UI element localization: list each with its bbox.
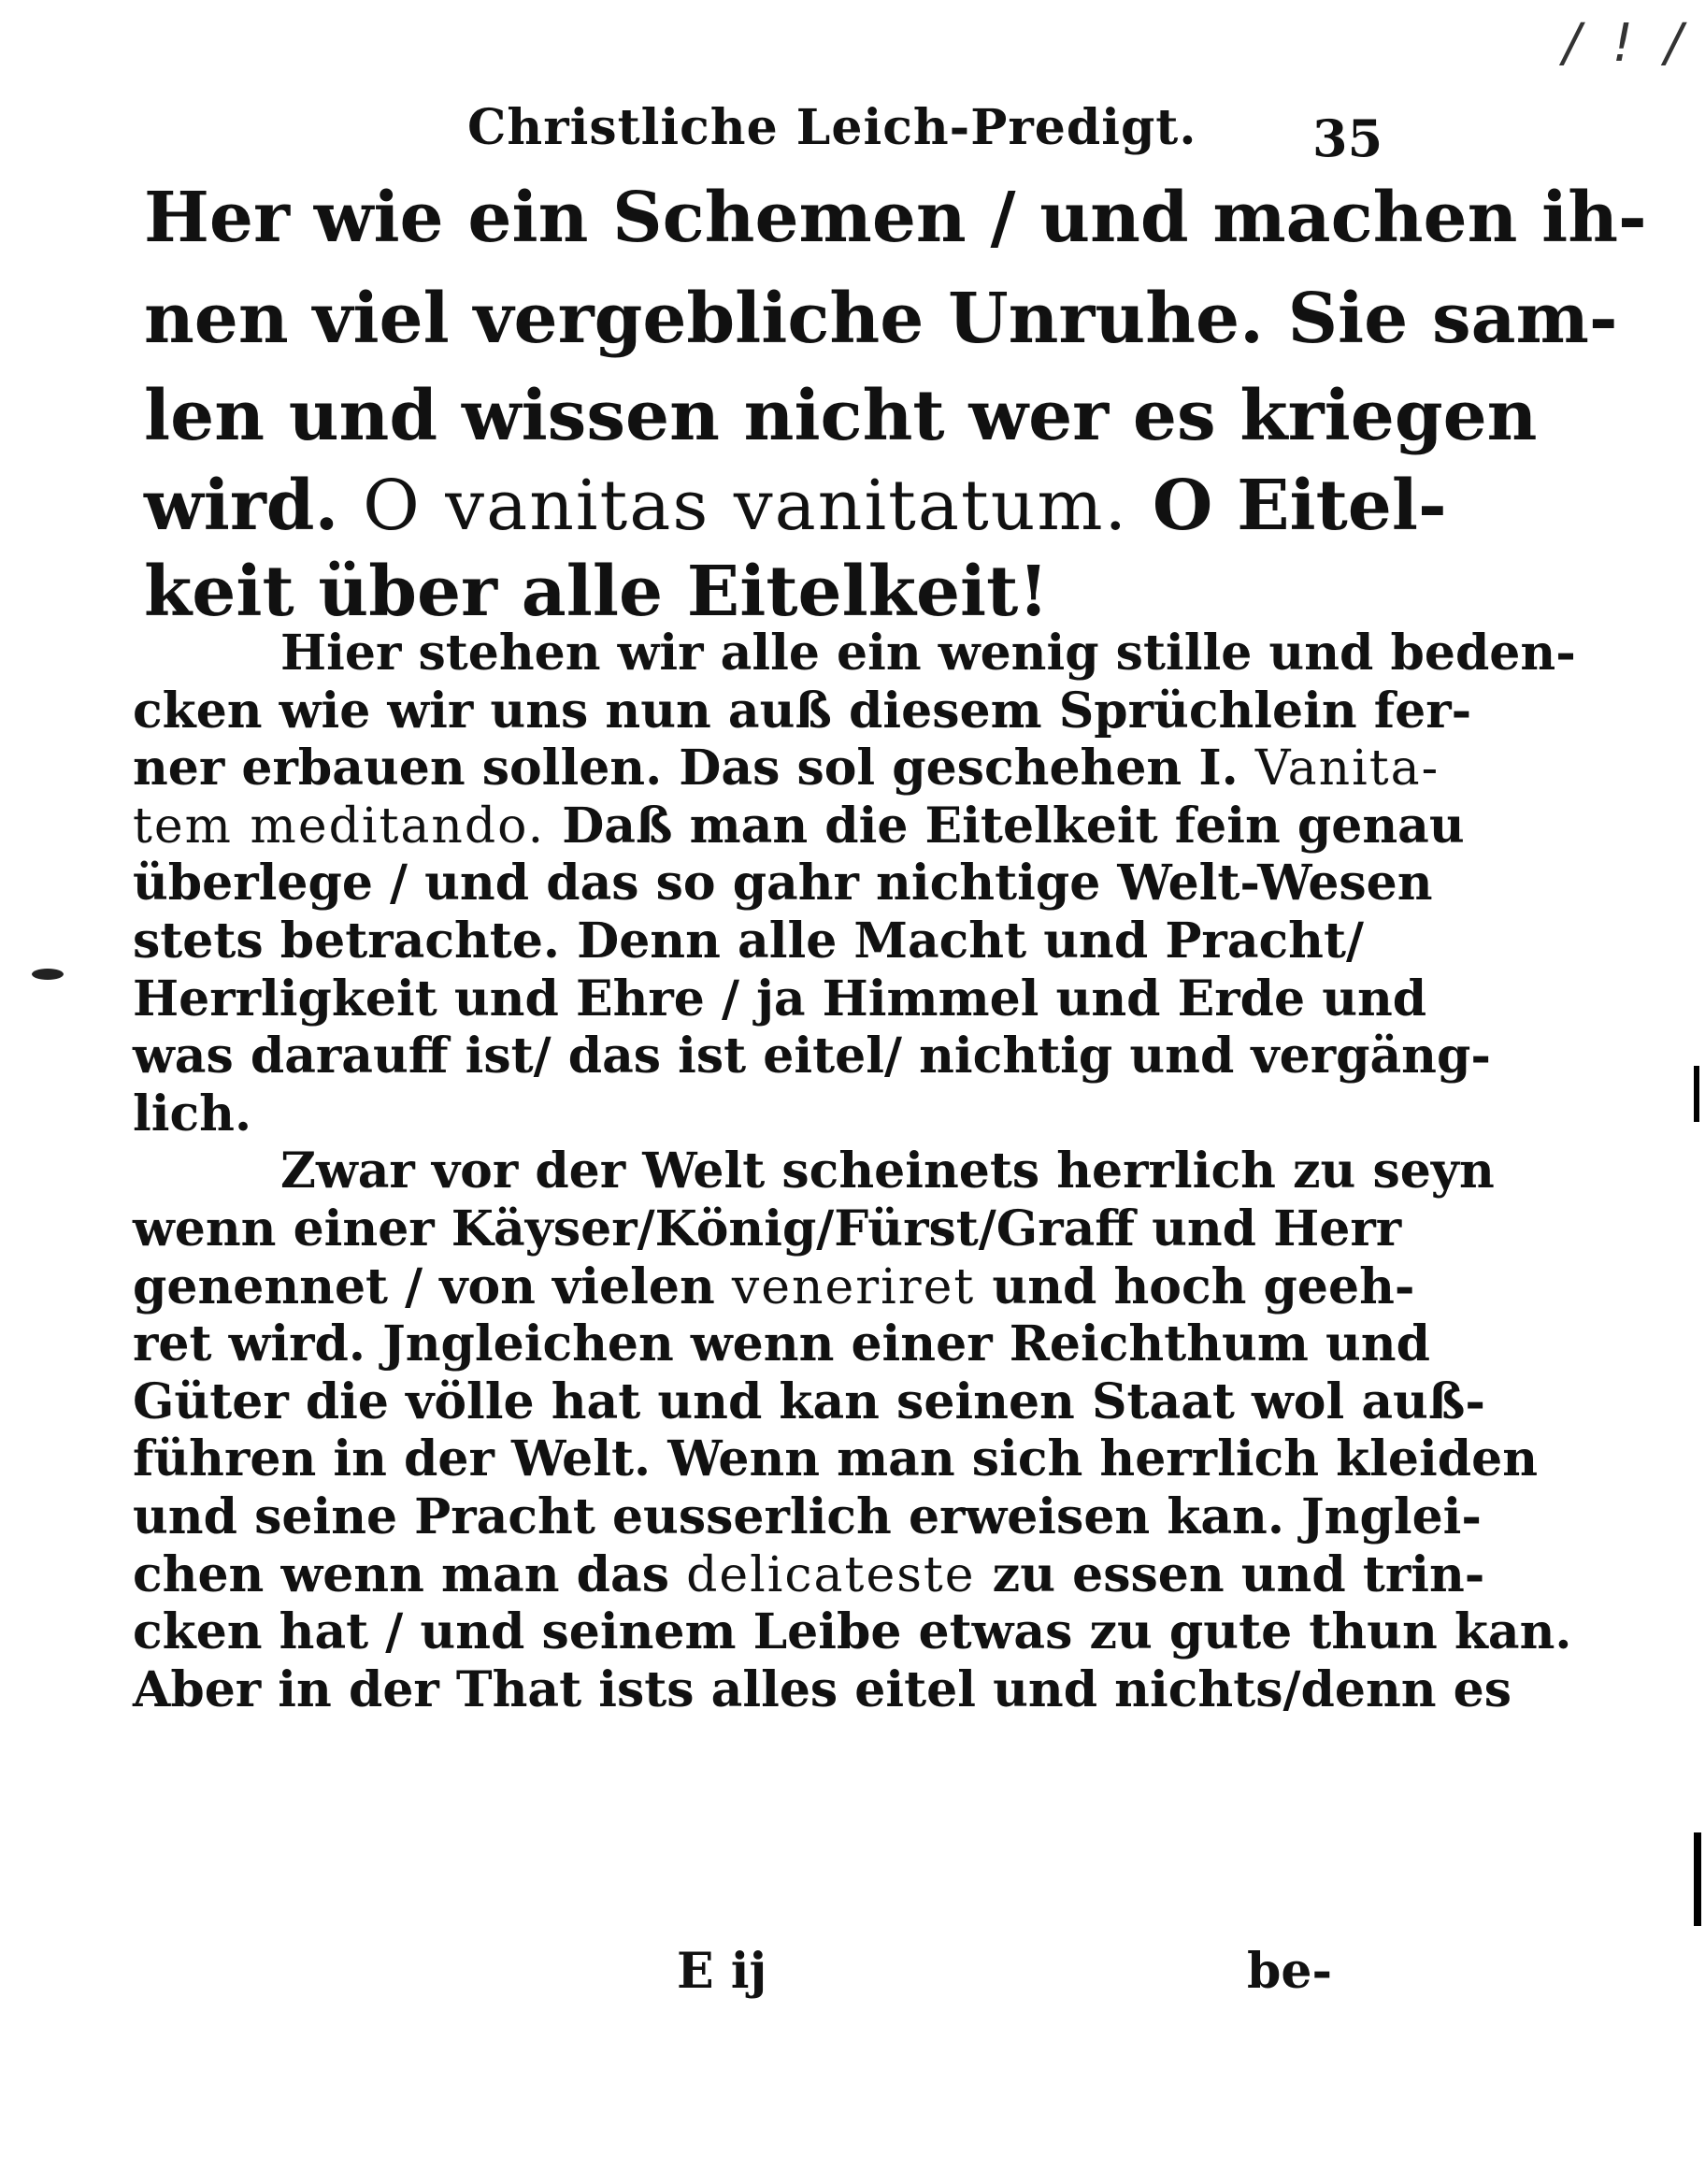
fraktur-text: Zwar vor der Welt scheinets herrlich zu seyn: [280, 1142, 1495, 1200]
text-line: [133, 1200, 1401, 1257]
text-line: [133, 682, 1471, 740]
fraktur-text: chen wenn man das: [133, 1546, 687, 1603]
fraktur-text: Daß man die Eitelkeit fein genau: [545, 797, 1465, 855]
page-number: 35: [1312, 108, 1383, 168]
fraktur-text: genennet / von vielen: [133, 1258, 732, 1315]
fraktur-text: len und wissen nicht wer es kriegen: [144, 376, 1538, 456]
signature-mark: E ij: [677, 1943, 767, 2000]
text-line: [133, 1258, 1414, 1315]
text-line: [133, 1488, 1482, 1545]
fraktur-text: überlege / und das so gahr nichtige Welt-Wesen: [133, 855, 1433, 912]
fraktur-text: cken wie wir uns nun auß diesem Sprüchlein fer-: [133, 682, 1472, 740]
fraktur-text: Hier stehen wir alle ein wenig stille und beden-: [280, 625, 1576, 682]
text-line: [133, 855, 1433, 912]
text-line: [133, 1603, 1571, 1660]
text-line: [280, 1142, 1495, 1200]
text-line: [133, 1027, 1491, 1085]
text-line: [133, 1430, 1538, 1487]
fraktur-text: zu essen und trin-: [975, 1546, 1485, 1603]
fraktur-text: Aber in der That ists alles eitel und nichts/denn es: [133, 1661, 1512, 1718]
text-line: [280, 625, 1576, 682]
catchword: be-: [1247, 1943, 1333, 2000]
fraktur-text: O Eitel-: [1128, 466, 1447, 546]
text-line: [133, 912, 1364, 970]
fraktur-text: wird.: [144, 466, 364, 546]
page-edge-mark: [1694, 1832, 1701, 1926]
fraktur-text: nen viel vergebliche Unruhe. Sie sam-: [144, 279, 1618, 359]
latin-text: Vanita-: [1254, 740, 1440, 797]
fraktur-text: Her wie ein Schemen / und machen ih-: [144, 178, 1647, 258]
latin-text: tem meditando.: [133, 798, 546, 855]
latin-text: delicateste: [686, 1547, 976, 1603]
fraktur-text: und hoch geeh-: [975, 1258, 1415, 1315]
running-head: Christliche Leich-Predigt.: [467, 99, 1197, 156]
text-line: [144, 178, 1647, 258]
ink-smudge: [32, 969, 64, 980]
fraktur-text: keit über alle Eitelkeit!: [144, 552, 1049, 632]
fraktur-text: stets betrachte. Denn alle Macht und Pracht/: [133, 912, 1364, 970]
page-edge-mark: [1694, 1066, 1699, 1122]
latin-text: veneriret: [731, 1259, 976, 1315]
fraktur-text: lich.: [133, 1085, 252, 1142]
text-line: [133, 797, 1465, 855]
fraktur-text: ner erbauen sollen. Das sol geschehen I.: [133, 740, 1255, 797]
fraktur-text: ret wird. Jngleichen wenn einer Reichthum und: [133, 1315, 1430, 1372]
fraktur-text: führen in der Welt. Wenn man sich herrlich kleiden: [133, 1430, 1539, 1487]
text-line: [133, 970, 1426, 1027]
text-line: [144, 376, 1537, 456]
fraktur-text: und seine Pracht eusserlich erweisen kan. Jnglei-: [133, 1488, 1482, 1545]
text-line: [144, 552, 1049, 632]
latin-text: O vanitas vanitatum.: [363, 466, 1129, 546]
fraktur-text: cken hat / und seinem Leibe etwas zu gute thun kan.: [133, 1603, 1572, 1660]
text-line: [133, 1315, 1430, 1372]
text-line: [133, 1373, 1485, 1430]
fraktur-text: was darauff ist/ das ist eitel/ nichtig und vergäng-: [133, 1027, 1491, 1085]
corner-mark: / ! /: [1563, 13, 1690, 74]
text-line: [133, 1546, 1484, 1603]
text-line: [144, 466, 1447, 546]
fraktur-text: wenn einer Käyser/König/Fürst/Graff und Herr: [133, 1200, 1402, 1257]
text-line: [133, 740, 1440, 797]
text-line: [144, 279, 1618, 359]
fraktur-text: Herrligkeit und Ehre / ja Himmel und Erde und: [133, 970, 1427, 1027]
text-line: [133, 1661, 1512, 1718]
text-line: [133, 1085, 251, 1142]
fraktur-text: Güter die völle hat und kan seinen Staat wol auß-: [133, 1373, 1485, 1430]
